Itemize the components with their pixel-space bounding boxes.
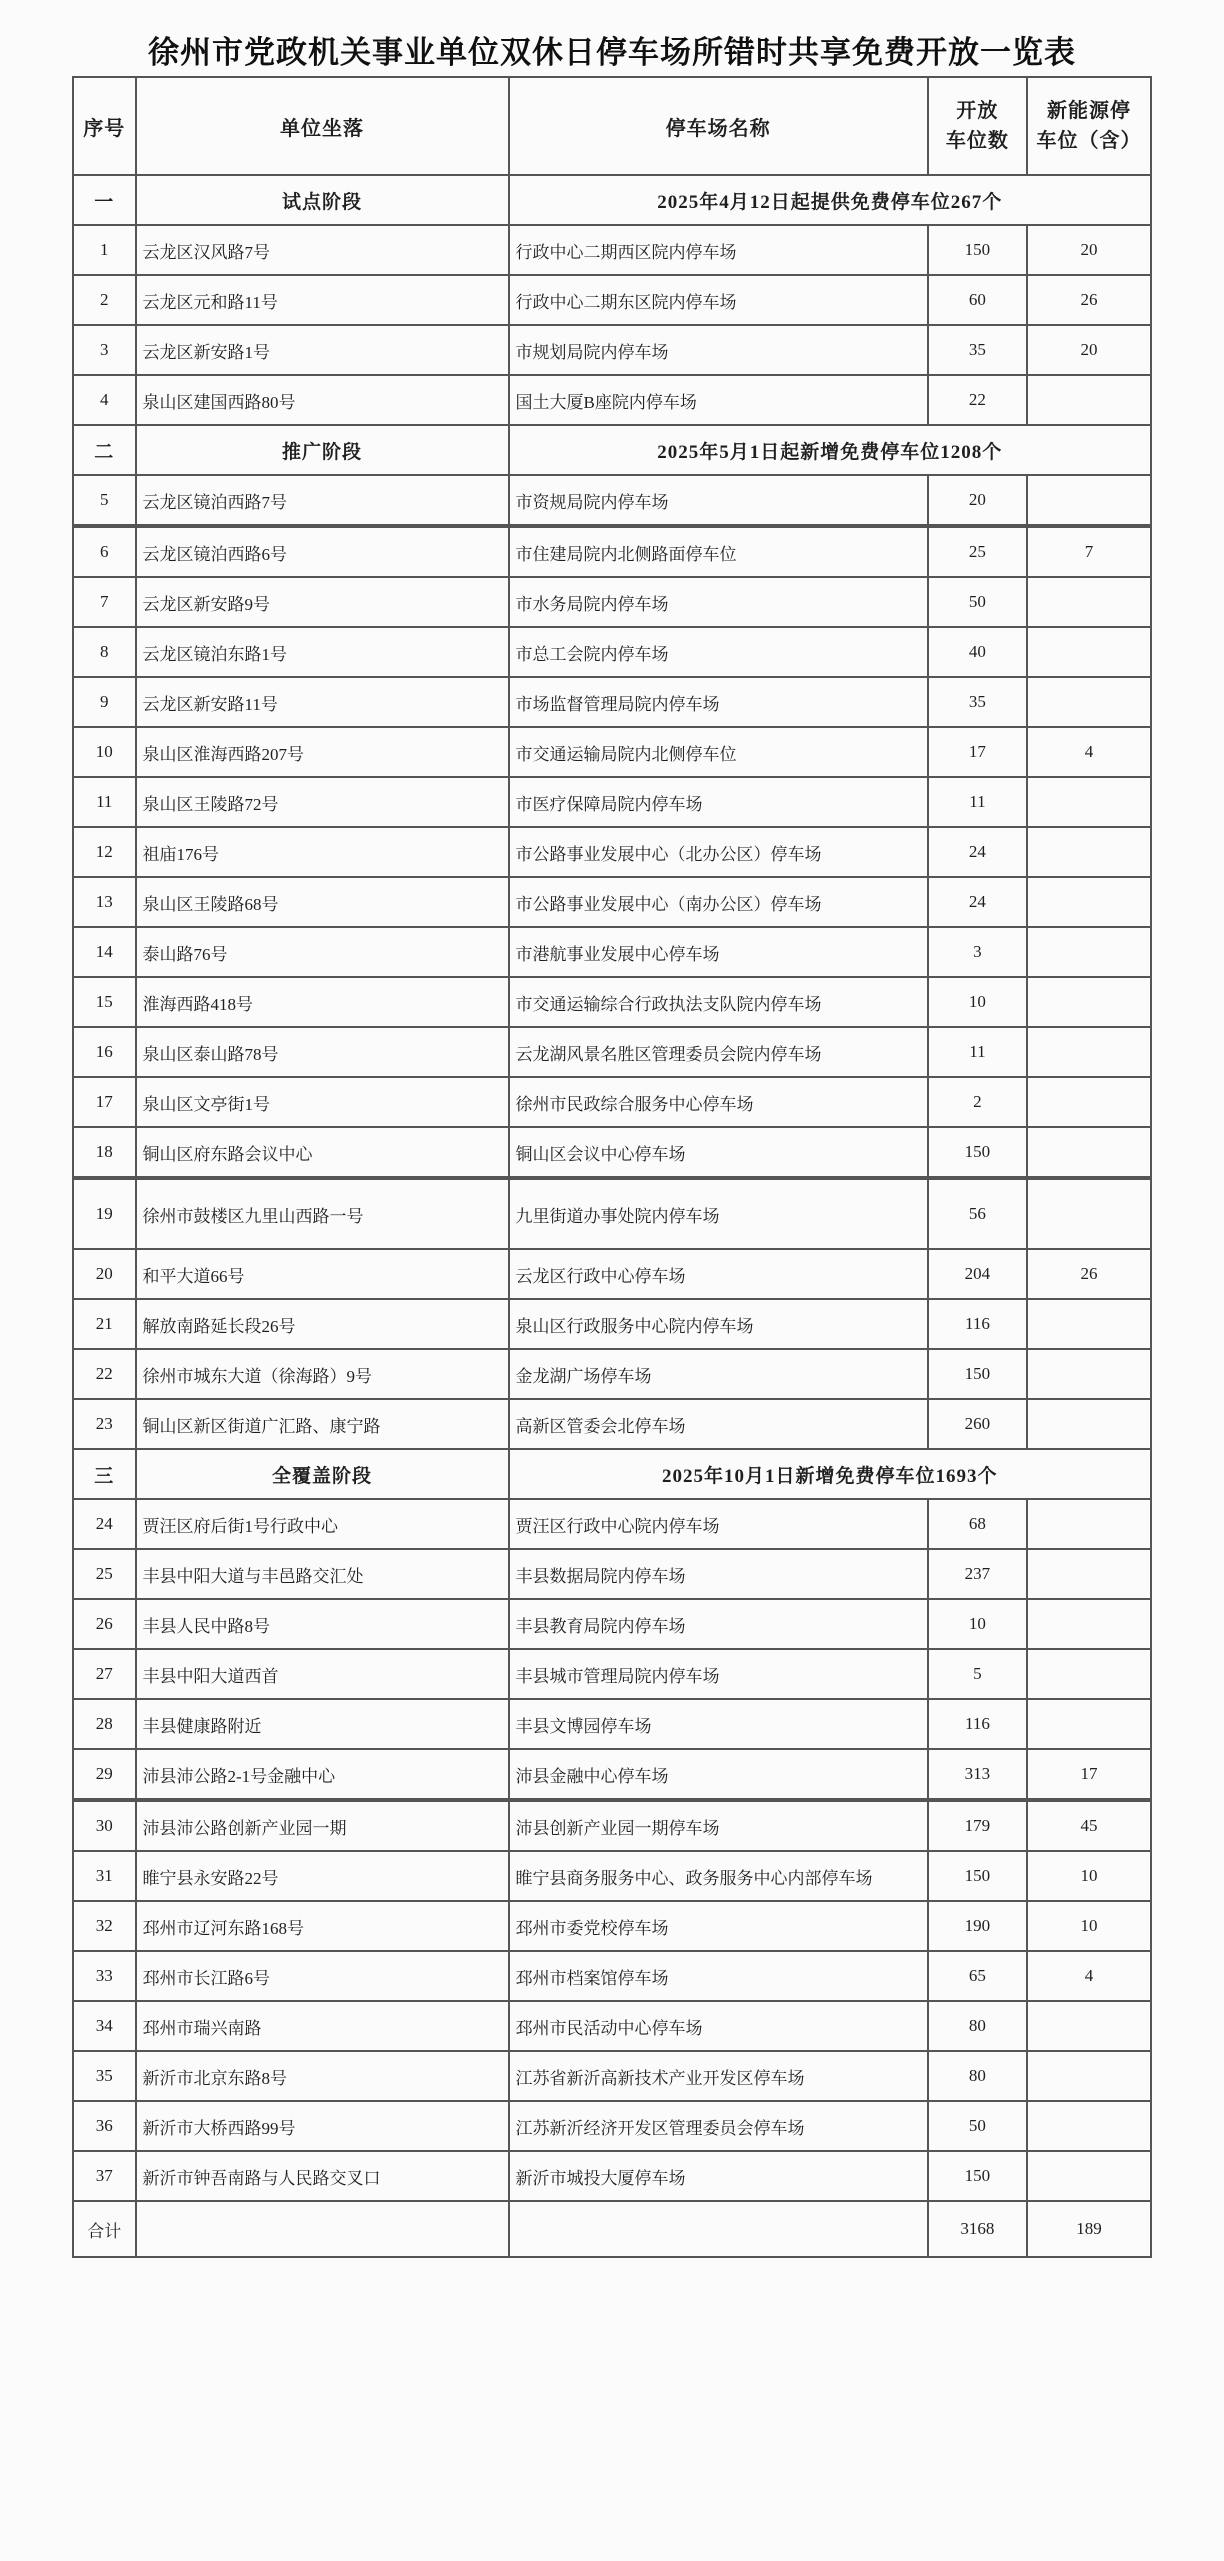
cell-ev-spaces bbox=[1027, 577, 1151, 627]
cell-ev-spaces bbox=[1027, 677, 1151, 727]
cell-open-spaces: 260 bbox=[928, 1399, 1027, 1449]
cell-open-spaces: 237 bbox=[928, 1549, 1027, 1599]
table-row bbox=[73, 1749, 1151, 1799]
cell-parking-lot-name: 市资规局院内停车场 bbox=[509, 475, 928, 525]
header-cell-address: 单位坐落 bbox=[136, 77, 509, 175]
cell-open-spaces: 10 bbox=[928, 977, 1027, 1027]
cell-unit-address: 泉山区泰山路78号 bbox=[136, 1027, 509, 1077]
cell-parking-lot-name: 沛县金融中心停车场 bbox=[509, 1749, 928, 1799]
section-number: 三 bbox=[73, 1449, 136, 1499]
cell-unit-address: 泰山路76号 bbox=[136, 927, 509, 977]
table-row bbox=[73, 475, 1151, 525]
cell-unit-address: 丰县中阳大道西首 bbox=[136, 1649, 509, 1699]
cell-parking-lot-name: 邳州市民活动中心停车场 bbox=[509, 2001, 928, 2051]
cell-open-spaces: 150 bbox=[928, 1127, 1027, 1177]
cell-open-spaces: 56 bbox=[928, 1179, 1027, 1249]
cell-ev-spaces: 26 bbox=[1027, 275, 1151, 325]
cell-row-number: 25 bbox=[73, 1549, 136, 1599]
cell-parking-lot-name: 行政中心二期西区院内停车场 bbox=[509, 225, 928, 275]
cell-row-number: 23 bbox=[73, 1399, 136, 1449]
table-row bbox=[73, 527, 1151, 577]
cell-parking-lot-name: 铜山区会议中心停车场 bbox=[509, 1127, 928, 1177]
cell-ev-spaces: 20 bbox=[1027, 225, 1151, 275]
cell-open-spaces: 24 bbox=[928, 877, 1027, 927]
cell-row-number: 34 bbox=[73, 2001, 136, 2051]
cell-unit-address: 邳州市辽河东路168号 bbox=[136, 1901, 509, 1951]
cell-parking-lot-name: 市交通运输局院内北侧停车位 bbox=[509, 727, 928, 777]
cell-ev-spaces bbox=[1027, 977, 1151, 1027]
cell-row-number: 33 bbox=[73, 1951, 136, 2001]
total-ev-spaces: 189 bbox=[1027, 2201, 1151, 2257]
cell-parking-lot-name: 云龙区行政中心停车场 bbox=[509, 1249, 928, 1299]
table-row bbox=[73, 1801, 1151, 1851]
phase-section-row bbox=[73, 425, 1151, 475]
total-lot-empty bbox=[509, 2201, 928, 2257]
cell-ev-spaces bbox=[1027, 2001, 1151, 2051]
table-row bbox=[73, 1399, 1151, 1449]
cell-unit-address: 丰县健康路附近 bbox=[136, 1699, 509, 1749]
cell-row-number: 2 bbox=[73, 275, 136, 325]
table-row bbox=[73, 375, 1151, 425]
total-label: 合计 bbox=[73, 2201, 136, 2257]
cell-open-spaces: 60 bbox=[928, 275, 1027, 325]
cell-row-number: 3 bbox=[73, 325, 136, 375]
cell-ev-spaces bbox=[1027, 1027, 1151, 1077]
phase-section-row bbox=[73, 1449, 1151, 1499]
cell-parking-lot-name: 市交通运输综合行政执法支队院内停车场 bbox=[509, 977, 928, 1027]
cell-ev-spaces bbox=[1027, 1299, 1151, 1349]
table-row bbox=[73, 2151, 1151, 2201]
cell-open-spaces: 50 bbox=[928, 577, 1027, 627]
cell-unit-address: 丰县中阳大道与丰邑路交汇处 bbox=[136, 1549, 509, 1599]
cell-open-spaces: 35 bbox=[928, 325, 1027, 375]
cell-parking-lot-name: 国土大厦B座院内停车场 bbox=[509, 375, 928, 425]
cell-ev-spaces bbox=[1027, 1077, 1151, 1127]
table-row bbox=[73, 1179, 1151, 1249]
cell-ev-spaces bbox=[1027, 777, 1151, 827]
cell-unit-address: 泉山区建国西路80号 bbox=[136, 375, 509, 425]
cell-unit-address: 云龙区汉风路7号 bbox=[136, 225, 509, 275]
cell-unit-address: 邳州市长江路6号 bbox=[136, 1951, 509, 2001]
cell-ev-spaces: 26 bbox=[1027, 1249, 1151, 1299]
cell-unit-address: 徐州市城东大道（徐海路）9号 bbox=[136, 1349, 509, 1399]
cell-row-number: 31 bbox=[73, 1851, 136, 1901]
section-phase-name: 试点阶段 bbox=[136, 175, 509, 225]
cell-ev-spaces bbox=[1027, 1599, 1151, 1649]
cell-ev-spaces bbox=[1027, 375, 1151, 425]
cell-parking-lot-name: 江苏新沂经济开发区管理委员会停车场 bbox=[509, 2101, 928, 2151]
cell-parking-lot-name: 行政中心二期东区院内停车场 bbox=[509, 275, 928, 325]
table-row bbox=[73, 577, 1151, 627]
table-row bbox=[73, 1077, 1151, 1127]
table-row bbox=[73, 2101, 1151, 2151]
parking-table-block-1 bbox=[72, 76, 1152, 526]
parking-table-block-2 bbox=[72, 526, 1152, 1178]
table-row bbox=[73, 275, 1151, 325]
cell-open-spaces: 20 bbox=[928, 475, 1027, 525]
cell-ev-spaces bbox=[1027, 1499, 1151, 1549]
cell-open-spaces: 22 bbox=[928, 375, 1027, 425]
cell-row-number: 14 bbox=[73, 927, 136, 977]
cell-unit-address: 沛县沛公路2-1号金融中心 bbox=[136, 1749, 509, 1799]
cell-open-spaces: 65 bbox=[928, 1951, 1027, 2001]
cell-row-number: 24 bbox=[73, 1499, 136, 1549]
cell-ev-spaces bbox=[1027, 827, 1151, 877]
table-row bbox=[73, 1249, 1151, 1299]
header-ev-line2: 车位（含） bbox=[1036, 130, 1142, 152]
cell-unit-address: 铜山区新区街道广汇路、康宁路 bbox=[136, 1399, 509, 1449]
cell-open-spaces: 116 bbox=[928, 1699, 1027, 1749]
cell-open-spaces: 150 bbox=[928, 225, 1027, 275]
cell-parking-lot-name: 市公路事业发展中心（南办公区）停车场 bbox=[509, 877, 928, 927]
header-ev-line1: 新能源停 bbox=[1047, 100, 1131, 122]
cell-parking-lot-name: 云龙湖风景名胜区管理委员会院内停车场 bbox=[509, 1027, 928, 1077]
parking-table-block-4 bbox=[72, 1800, 1152, 2258]
section-note: 2025年4月12日起提供免费停车位267个 bbox=[509, 175, 1152, 225]
cell-ev-spaces bbox=[1027, 1649, 1151, 1699]
cell-row-number: 9 bbox=[73, 677, 136, 727]
cell-row-number: 30 bbox=[73, 1801, 136, 1851]
cell-row-number: 37 bbox=[73, 2151, 136, 2201]
cell-open-spaces: 68 bbox=[928, 1499, 1027, 1549]
cell-ev-spaces bbox=[1027, 1349, 1151, 1399]
table-row bbox=[73, 1851, 1151, 1901]
cell-ev-spaces bbox=[1027, 475, 1151, 525]
cell-parking-lot-name: 市港航事业发展中心停车场 bbox=[509, 927, 928, 977]
cell-ev-spaces: 45 bbox=[1027, 1801, 1151, 1851]
cell-row-number: 29 bbox=[73, 1749, 136, 1799]
table-row bbox=[73, 777, 1151, 827]
cell-parking-lot-name: 高新区管委会北停车场 bbox=[509, 1399, 928, 1449]
cell-unit-address: 云龙区新安路9号 bbox=[136, 577, 509, 627]
cell-parking-lot-name: 邳州市委党校停车场 bbox=[509, 1901, 928, 1951]
cell-unit-address: 新沂市北京东路8号 bbox=[136, 2051, 509, 2101]
cell-parking-lot-name: 睢宁县商务服务中心、政务服务中心内部停车场 bbox=[509, 1851, 928, 1901]
cell-row-number: 4 bbox=[73, 375, 136, 425]
cell-open-spaces: 40 bbox=[928, 627, 1027, 677]
cell-unit-address: 贾汪区府后街1号行政中心 bbox=[136, 1499, 509, 1549]
cell-row-number: 28 bbox=[73, 1699, 136, 1749]
cell-open-spaces: 2 bbox=[928, 1077, 1027, 1127]
cell-unit-address: 云龙区新安路11号 bbox=[136, 677, 509, 727]
header-cell-open-spaces bbox=[928, 77, 1027, 175]
table-row bbox=[73, 1951, 1151, 2001]
cell-open-spaces: 35 bbox=[928, 677, 1027, 727]
table-row bbox=[73, 1499, 1151, 1549]
cell-unit-address: 淮海西路418号 bbox=[136, 977, 509, 1027]
cell-row-number: 13 bbox=[73, 877, 136, 927]
cell-ev-spaces: 4 bbox=[1027, 1951, 1151, 2001]
table-row bbox=[73, 1649, 1151, 1699]
cell-row-number: 36 bbox=[73, 2101, 136, 2151]
cell-ev-spaces: 10 bbox=[1027, 1901, 1151, 1951]
cell-row-number: 10 bbox=[73, 727, 136, 777]
table-row bbox=[73, 977, 1151, 1027]
cell-parking-lot-name: 丰县教育局院内停车场 bbox=[509, 1599, 928, 1649]
cell-unit-address: 邳州市瑞兴南路 bbox=[136, 2001, 509, 2051]
header-open-line2: 车位数 bbox=[945, 130, 1009, 152]
header-cell-lot: 停车场名称 bbox=[509, 77, 928, 175]
cell-unit-address: 云龙区新安路1号 bbox=[136, 325, 509, 375]
cell-row-number: 22 bbox=[73, 1349, 136, 1399]
cell-unit-address: 徐州市鼓楼区九里山西路一号 bbox=[136, 1179, 509, 1249]
cell-ev-spaces bbox=[1027, 1549, 1151, 1599]
table-row bbox=[73, 827, 1151, 877]
cell-ev-spaces: 10 bbox=[1027, 1851, 1151, 1901]
table-row bbox=[73, 627, 1151, 677]
cell-unit-address: 云龙区镜泊东路1号 bbox=[136, 627, 509, 677]
table-row bbox=[73, 1127, 1151, 1177]
cell-open-spaces: 50 bbox=[928, 2101, 1027, 2151]
cell-unit-address: 铜山区府东路会议中心 bbox=[136, 1127, 509, 1177]
cell-parking-lot-name: 九里街道办事处院内停车场 bbox=[509, 1179, 928, 1249]
total-open-spaces: 3168 bbox=[928, 2201, 1027, 2257]
cell-unit-address: 泉山区王陵路68号 bbox=[136, 877, 509, 927]
table-row bbox=[73, 1549, 1151, 1599]
cell-parking-lot-name: 市规划局院内停车场 bbox=[509, 325, 928, 375]
cell-ev-spaces bbox=[1027, 2101, 1151, 2151]
cell-open-spaces: 150 bbox=[928, 1349, 1027, 1399]
cell-unit-address: 祖庙176号 bbox=[136, 827, 509, 877]
bottom-whitespace bbox=[0, 2258, 1224, 2328]
cell-parking-lot-name: 新沂市城投大厦停车场 bbox=[509, 2151, 928, 2201]
cell-row-number: 5 bbox=[73, 475, 136, 525]
cell-open-spaces: 3 bbox=[928, 927, 1027, 977]
header-open-line1: 开放 bbox=[956, 100, 999, 122]
cell-ev-spaces: 17 bbox=[1027, 1749, 1151, 1799]
cell-open-spaces: 17 bbox=[928, 727, 1027, 777]
cell-unit-address: 泉山区王陵路72号 bbox=[136, 777, 509, 827]
table-row bbox=[73, 1027, 1151, 1077]
cell-ev-spaces bbox=[1027, 1179, 1151, 1249]
cell-row-number: 26 bbox=[73, 1599, 136, 1649]
cell-unit-address: 云龙区镜泊西路6号 bbox=[136, 527, 509, 577]
cell-parking-lot-name: 沛县创新产业园一期停车场 bbox=[509, 1801, 928, 1851]
cell-unit-address: 沛县沛公路创新产业园一期 bbox=[136, 1801, 509, 1851]
section-number: 一 bbox=[73, 175, 136, 225]
parking-table-block-3 bbox=[72, 1178, 1152, 1800]
section-note: 2025年5月1日起新增免费停车位1208个 bbox=[509, 425, 1152, 475]
section-phase-name: 全覆盖阶段 bbox=[136, 1449, 509, 1499]
cell-unit-address: 睢宁县永安路22号 bbox=[136, 1851, 509, 1901]
cell-unit-address: 新沂市钟吾南路与人民路交叉口 bbox=[136, 2151, 509, 2201]
cell-open-spaces: 25 bbox=[928, 527, 1027, 577]
cell-open-spaces: 5 bbox=[928, 1649, 1027, 1699]
cell-parking-lot-name: 丰县城市管理局院内停车场 bbox=[509, 1649, 928, 1699]
cell-row-number: 12 bbox=[73, 827, 136, 877]
cell-parking-lot-name: 丰县数据局院内停车场 bbox=[509, 1549, 928, 1599]
cell-ev-spaces: 7 bbox=[1027, 527, 1151, 577]
table-row bbox=[73, 727, 1151, 777]
cell-row-number: 17 bbox=[73, 1077, 136, 1127]
cell-unit-address: 和平大道66号 bbox=[136, 1249, 509, 1299]
cell-row-number: 8 bbox=[73, 627, 136, 677]
table-row bbox=[73, 1699, 1151, 1749]
cell-parking-lot-name: 江苏省新沂高新技术产业开发区停车场 bbox=[509, 2051, 928, 2101]
cell-parking-lot-name: 市总工会院内停车场 bbox=[509, 627, 928, 677]
cell-parking-lot-name: 市公路事业发展中心（北办公区）停车场 bbox=[509, 827, 928, 877]
cell-parking-lot-name: 丰县文博园停车场 bbox=[509, 1699, 928, 1749]
phase-section-row bbox=[73, 175, 1151, 225]
cell-open-spaces: 179 bbox=[928, 1801, 1027, 1851]
cell-open-spaces: 150 bbox=[928, 1851, 1027, 1901]
cell-unit-address: 云龙区镜泊西路7号 bbox=[136, 475, 509, 525]
cell-row-number: 21 bbox=[73, 1299, 136, 1349]
cell-open-spaces: 80 bbox=[928, 2001, 1027, 2051]
cell-unit-address: 丰县人民中路8号 bbox=[136, 1599, 509, 1649]
section-phase-name: 推广阶段 bbox=[136, 425, 509, 475]
header-cell-ev-spaces bbox=[1027, 77, 1151, 175]
cell-ev-spaces bbox=[1027, 627, 1151, 677]
total-address-empty bbox=[136, 2201, 509, 2257]
cell-open-spaces: 116 bbox=[928, 1299, 1027, 1349]
cell-row-number: 19 bbox=[73, 1179, 136, 1249]
cell-ev-spaces: 20 bbox=[1027, 325, 1151, 375]
document-title: 徐州市党政机关事业单位双休日停车场所错时共享免费开放一览表 bbox=[148, 35, 1076, 70]
table-row bbox=[73, 677, 1151, 727]
cell-parking-lot-name: 金龙湖广场停车场 bbox=[509, 1349, 928, 1399]
total-row bbox=[73, 2201, 1151, 2257]
cell-open-spaces: 80 bbox=[928, 2051, 1027, 2101]
cell-row-number: 11 bbox=[73, 777, 136, 827]
cell-ev-spaces bbox=[1027, 1699, 1151, 1749]
cell-unit-address: 泉山区文亭街1号 bbox=[136, 1077, 509, 1127]
table-row bbox=[73, 2051, 1151, 2101]
cell-open-spaces: 150 bbox=[928, 2151, 1027, 2201]
table-row bbox=[73, 1349, 1151, 1399]
section-note: 2025年10月1日新增免费停车位1693个 bbox=[509, 1449, 1152, 1499]
cell-open-spaces: 313 bbox=[928, 1749, 1027, 1799]
cell-open-spaces: 10 bbox=[928, 1599, 1027, 1649]
cell-parking-lot-name: 市水务局院内停车场 bbox=[509, 577, 928, 627]
cell-row-number: 7 bbox=[73, 577, 136, 627]
table-row bbox=[73, 1901, 1151, 1951]
cell-ev-spaces bbox=[1027, 1127, 1151, 1177]
cell-parking-lot-name: 邳州市档案馆停车场 bbox=[509, 1951, 928, 2001]
cell-row-number: 32 bbox=[73, 1901, 136, 1951]
cell-unit-address: 云龙区元和路11号 bbox=[136, 275, 509, 325]
cell-row-number: 16 bbox=[73, 1027, 136, 1077]
cell-row-number: 35 bbox=[73, 2051, 136, 2101]
cell-ev-spaces bbox=[1027, 2051, 1151, 2101]
cell-row-number: 15 bbox=[73, 977, 136, 1027]
table-row bbox=[73, 877, 1151, 927]
cell-ev-spaces bbox=[1027, 1399, 1151, 1449]
table-row bbox=[73, 2001, 1151, 2051]
cell-parking-lot-name: 市住建局院内北侧路面停车位 bbox=[509, 527, 928, 577]
table-row bbox=[73, 1299, 1151, 1349]
cell-row-number: 6 bbox=[73, 527, 136, 577]
cell-open-spaces: 190 bbox=[928, 1901, 1027, 1951]
cell-unit-address: 泉山区淮海西路207号 bbox=[136, 727, 509, 777]
cell-row-number: 18 bbox=[73, 1127, 136, 1177]
column-header-row bbox=[73, 77, 1151, 175]
cell-row-number: 1 bbox=[73, 225, 136, 275]
cell-open-spaces: 24 bbox=[928, 827, 1027, 877]
cell-row-number: 27 bbox=[73, 1649, 136, 1699]
cell-unit-address: 解放南路延长段26号 bbox=[136, 1299, 509, 1349]
cell-ev-spaces: 4 bbox=[1027, 727, 1151, 777]
table-row bbox=[73, 1599, 1151, 1649]
table-row bbox=[73, 927, 1151, 977]
cell-ev-spaces bbox=[1027, 877, 1151, 927]
table-row bbox=[73, 225, 1151, 275]
cell-parking-lot-name: 泉山区行政服务中心院内停车场 bbox=[509, 1299, 928, 1349]
header-cell-no: 序号 bbox=[73, 77, 136, 175]
cell-parking-lot-name: 市场监督管理局院内停车场 bbox=[509, 677, 928, 727]
cell-parking-lot-name: 贾汪区行政中心院内停车场 bbox=[509, 1499, 928, 1549]
cell-parking-lot-name: 徐州市民政综合服务中心停车场 bbox=[509, 1077, 928, 1127]
cell-row-number: 20 bbox=[73, 1249, 136, 1299]
cell-ev-spaces bbox=[1027, 927, 1151, 977]
cell-unit-address: 新沂市大桥西路99号 bbox=[136, 2101, 509, 2151]
cell-ev-spaces bbox=[1027, 2151, 1151, 2201]
section-number: 二 bbox=[73, 425, 136, 475]
cell-parking-lot-name: 市医疗保障局院内停车场 bbox=[509, 777, 928, 827]
cell-open-spaces: 11 bbox=[928, 777, 1027, 827]
cell-open-spaces: 11 bbox=[928, 1027, 1027, 1077]
table-row bbox=[73, 325, 1151, 375]
cell-open-spaces: 204 bbox=[928, 1249, 1027, 1299]
